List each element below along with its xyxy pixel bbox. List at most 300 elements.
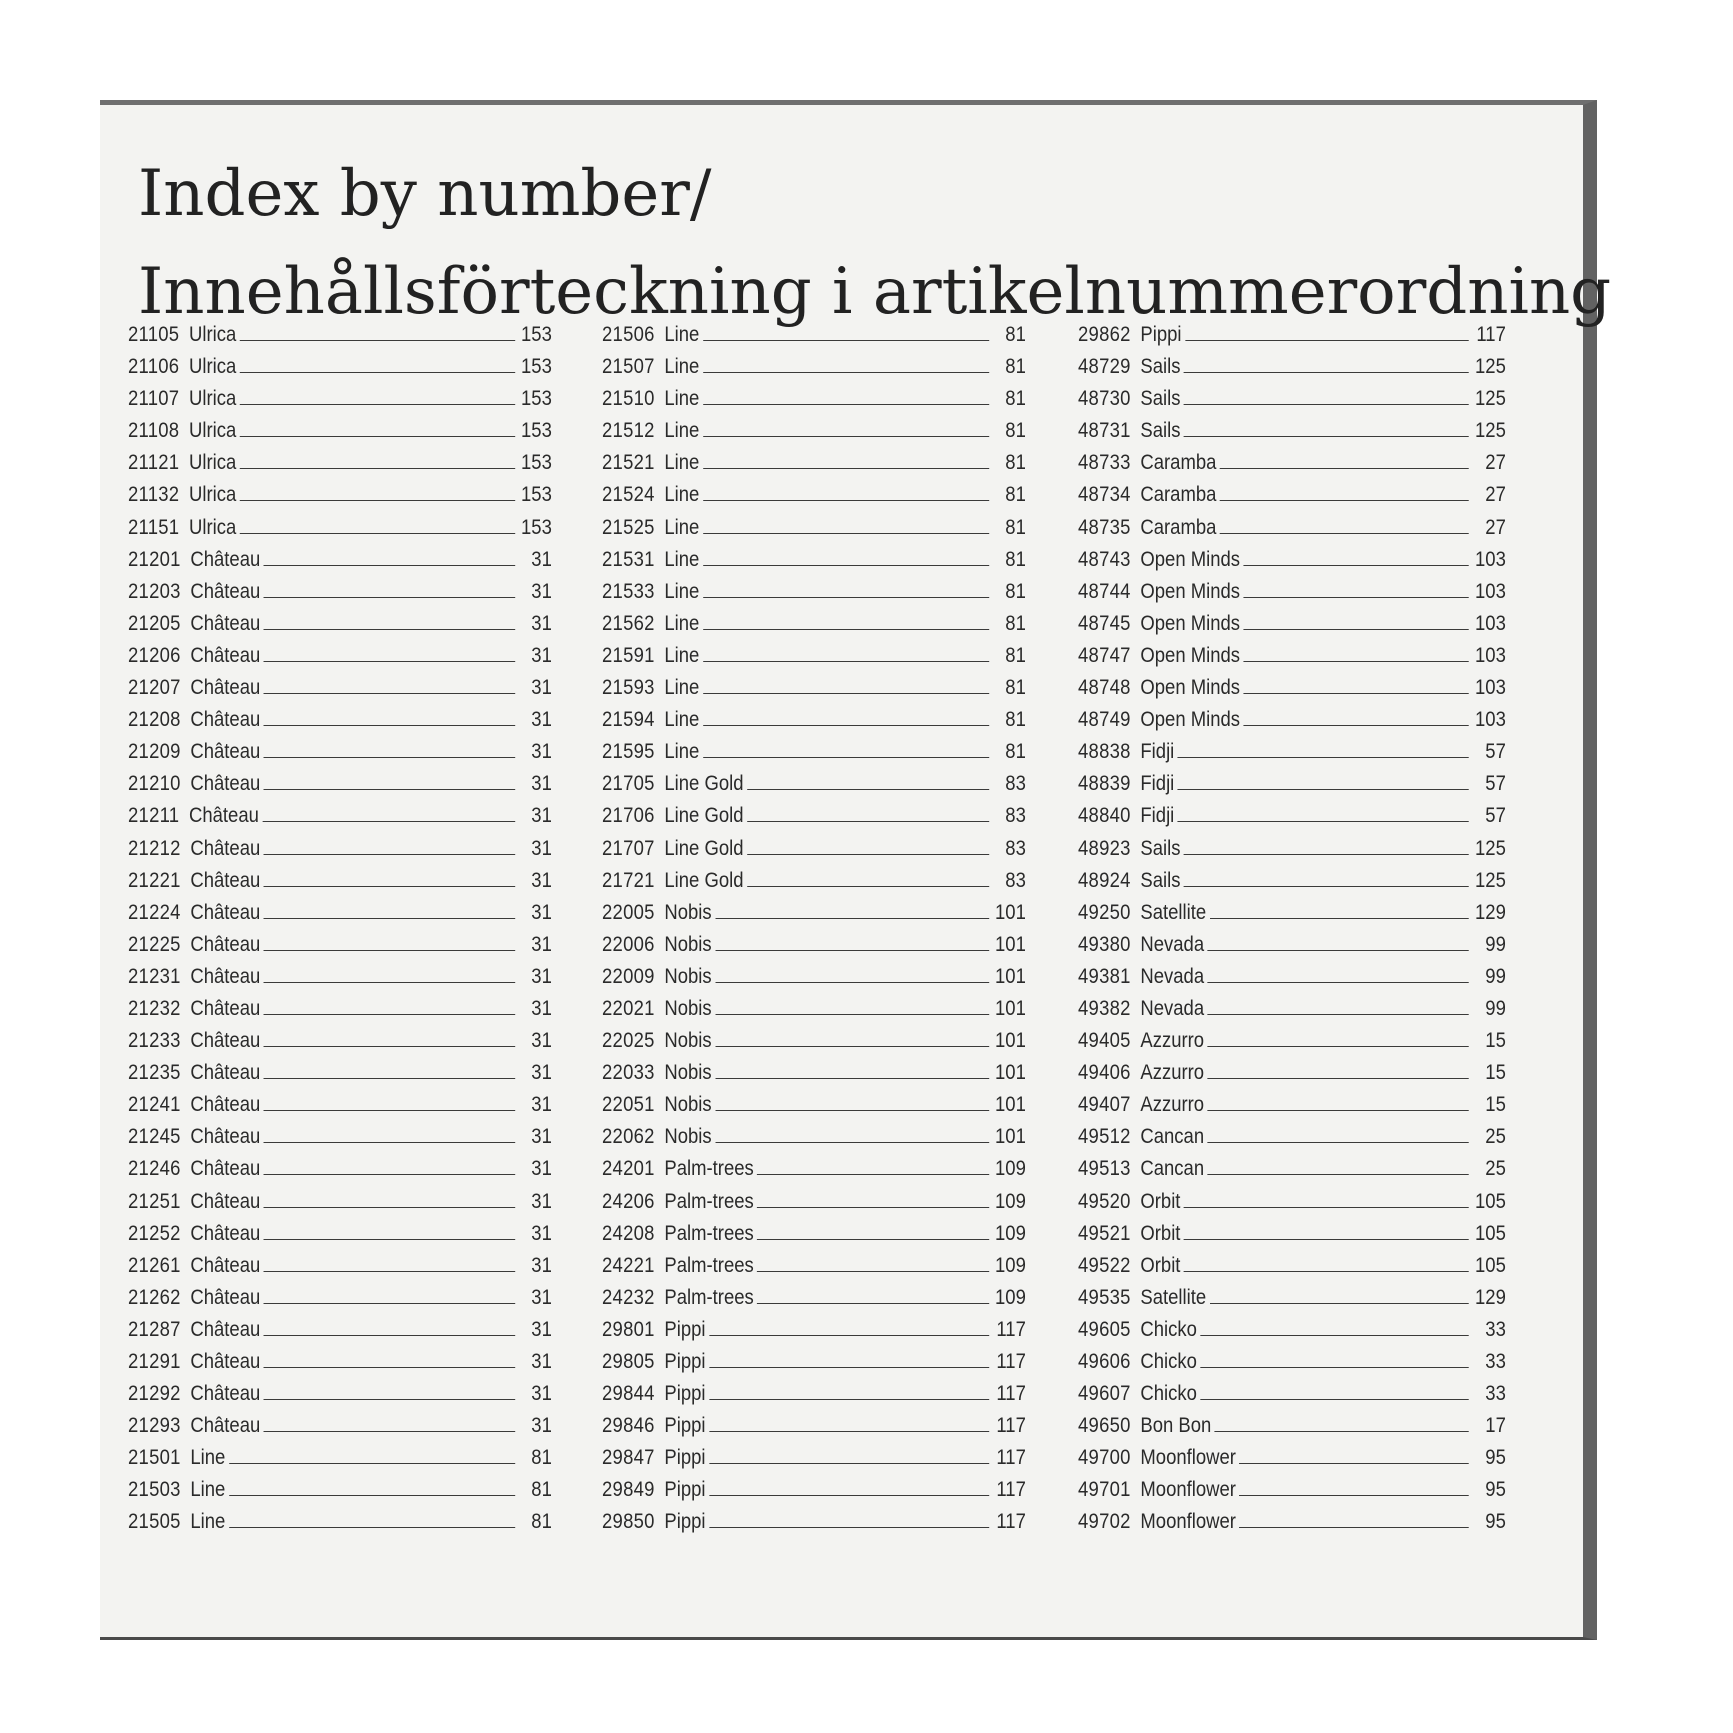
pattern-name: Château [190, 1317, 261, 1341]
leader-line [703, 519, 989, 534]
index-entry [602, 997, 1026, 1029]
index-entry [602, 451, 1026, 483]
index-entry [602, 1478, 1026, 1510]
index-entry [602, 933, 1026, 965]
article-number: 21595 [602, 740, 655, 764]
pattern-name: Open Minds [1140, 708, 1241, 732]
page-number: 81 [531, 1510, 552, 1534]
page-number: 109 [995, 1285, 1026, 1309]
leader-line [1244, 551, 1469, 566]
index-entry [128, 740, 552, 772]
leader-line [757, 1193, 989, 1208]
pattern-name: Line [664, 579, 700, 603]
index-entry [128, 676, 552, 708]
leader-line [264, 1289, 515, 1304]
article-number: 21507 [602, 355, 655, 379]
pattern-name: Nevada [1140, 996, 1205, 1020]
article-number: 49535 [1078, 1285, 1131, 1309]
article-number: 21231 [128, 964, 181, 988]
pattern-name: Line [664, 451, 700, 475]
index-column-2 [602, 323, 1026, 1543]
pattern-name: Palm-trees [664, 1221, 754, 1245]
leader-line [264, 679, 515, 694]
leader-line [757, 1289, 989, 1304]
page-number: 101 [995, 996, 1026, 1020]
article-number: 21594 [602, 708, 655, 732]
page-number: 101 [995, 1125, 1026, 1149]
page-number: 153 [521, 451, 552, 475]
index-entry [1078, 772, 1506, 804]
article-number: 21132 [128, 483, 180, 507]
page-number: 27 [1485, 515, 1506, 539]
page-number: 103 [1475, 643, 1506, 667]
article-number: 21105 [128, 323, 180, 346]
pattern-name: Moonflower [1140, 1510, 1236, 1534]
leader-line [240, 390, 515, 405]
article-number: 21593 [602, 676, 655, 700]
index-entry [1078, 869, 1506, 901]
page-number: 33 [1485, 1350, 1506, 1373]
article-number: 22051 [602, 1093, 655, 1117]
pattern-name: Pippi [664, 1350, 706, 1373]
pattern-name: Line [664, 643, 700, 667]
article-number: 21512 [602, 419, 655, 443]
index-entry [128, 1222, 552, 1254]
index-entry [1078, 965, 1506, 997]
article-number: 49380 [1078, 932, 1131, 956]
leader-line [1178, 807, 1469, 822]
leader-line [757, 1257, 989, 1272]
pattern-name: Ulrica [189, 323, 237, 346]
leader-line [240, 519, 515, 534]
page-number: 31 [531, 964, 552, 988]
page-number: 81 [1005, 643, 1026, 667]
pattern-name: Line [664, 547, 700, 571]
pattern-name: Château [190, 1029, 261, 1053]
leader-line [1239, 1449, 1468, 1464]
pattern-name: Line [190, 1478, 226, 1502]
article-number: 22006 [602, 932, 655, 956]
article-number: 21211 [128, 804, 180, 828]
index-entry [128, 1446, 552, 1478]
article-number: 21206 [128, 643, 181, 667]
index-entry [602, 1446, 1026, 1478]
article-number: 48838 [1078, 740, 1131, 764]
leader-line [709, 1449, 989, 1464]
page-number: 81 [1005, 708, 1026, 732]
pattern-name: Pippi [1140, 323, 1182, 346]
index-entry [128, 965, 552, 997]
article-number: 48747 [1078, 643, 1131, 667]
leader-line [1184, 1193, 1469, 1208]
pattern-name: Château [190, 740, 261, 764]
article-number: 49606 [1078, 1350, 1131, 1373]
page-number: 33 [1485, 1317, 1506, 1341]
pattern-name: Nevada [1140, 964, 1205, 988]
index-entry [128, 1350, 552, 1382]
page-number: 103 [1475, 611, 1506, 635]
article-number: 21506 [602, 323, 655, 346]
leader-line [1184, 390, 1469, 405]
page-number: 31 [531, 1317, 552, 1341]
leader-line [1208, 968, 1469, 983]
index-entry [1078, 387, 1506, 419]
page-number: 153 [521, 483, 552, 507]
index-entry [1078, 676, 1506, 708]
article-number: 48748 [1078, 676, 1131, 700]
page-number: 83 [1005, 836, 1026, 860]
page-number: 117 [996, 1478, 1026, 1502]
leader-line [703, 647, 989, 662]
leader-line [1208, 1000, 1469, 1015]
article-number: 21107 [128, 387, 180, 411]
pattern-name: Open Minds [1140, 579, 1241, 603]
index-entry [602, 387, 1026, 419]
pattern-name: Château [190, 611, 261, 635]
article-number: 21203 [128, 579, 181, 603]
pattern-name: Château [190, 964, 261, 988]
index-entry [128, 804, 552, 836]
page-number: 31 [531, 547, 552, 571]
pattern-name: Line Gold [664, 804, 744, 828]
index-entry [128, 580, 552, 612]
pattern-name: Line Gold [664, 772, 744, 796]
page-number: 57 [1485, 804, 1506, 828]
leader-line [715, 1032, 989, 1047]
index-entry [602, 869, 1026, 901]
index-entry [602, 1510, 1026, 1542]
leader-line [264, 1257, 515, 1272]
page-number: 117 [996, 1414, 1026, 1438]
leader-line [262, 807, 514, 822]
pattern-name: Château [190, 868, 261, 892]
article-number: 48749 [1078, 708, 1131, 732]
page-number: 57 [1485, 772, 1506, 796]
article-number: 49407 [1078, 1093, 1131, 1117]
index-entry [602, 1254, 1026, 1286]
pattern-name: Pippi [664, 1414, 706, 1438]
index-entry [1078, 708, 1506, 740]
article-number: 48839 [1078, 772, 1131, 796]
page-number: 125 [1475, 419, 1506, 443]
article-number: 22025 [602, 1029, 655, 1053]
pattern-name: Pippi [664, 1317, 706, 1341]
article-number: 21212 [128, 836, 181, 860]
page-number: 117 [996, 1510, 1026, 1534]
pattern-name: Satellite [1140, 900, 1207, 924]
page-number: 15 [1485, 1029, 1506, 1053]
index-entry [1078, 1125, 1506, 1157]
pattern-name: Sails [1140, 419, 1181, 443]
page-number: 81 [1005, 387, 1026, 411]
pattern-name: Line [664, 708, 700, 732]
article-number: 49701 [1078, 1478, 1131, 1502]
index-entry [128, 933, 552, 965]
page-number: 117 [996, 1382, 1026, 1406]
index-entry [602, 708, 1026, 740]
index-entry [1078, 1286, 1506, 1318]
article-number: 22021 [602, 996, 655, 1020]
page-number: 57 [1485, 740, 1506, 764]
leader-line [709, 1513, 989, 1528]
page-number: 101 [995, 964, 1026, 988]
article-number: 21505 [128, 1510, 181, 1534]
index-entry [602, 516, 1026, 548]
index-entry [602, 740, 1026, 772]
pattern-name: Line [664, 515, 700, 539]
index-entry [128, 772, 552, 804]
index-entry [128, 612, 552, 644]
pattern-name: Orbit [1140, 1253, 1181, 1277]
leader-line [264, 775, 515, 790]
index-entry [128, 708, 552, 740]
article-number: 49512 [1078, 1125, 1131, 1149]
article-number: 21721 [602, 868, 655, 892]
leader-line [1208, 1064, 1469, 1079]
index-entry [1078, 419, 1506, 451]
pattern-name: Line [664, 419, 700, 443]
index-entry [1078, 1382, 1506, 1414]
pattern-name: Ulrica [189, 419, 237, 443]
page-number: 33 [1485, 1382, 1506, 1406]
leader-line [1220, 486, 1469, 501]
index-entry [128, 901, 552, 933]
leader-line [747, 872, 989, 887]
article-number: 21121 [128, 451, 180, 475]
article-number: 24201 [602, 1157, 655, 1181]
leader-line [1184, 422, 1469, 437]
pattern-name: Line [664, 740, 700, 764]
page-number: 31 [531, 1189, 552, 1213]
pattern-name: Chicko [1140, 1382, 1197, 1406]
article-number: 48733 [1078, 451, 1131, 475]
leader-line [715, 1064, 989, 1079]
leader-line [703, 615, 989, 630]
article-number: 22062 [602, 1125, 655, 1149]
pattern-name: Château [190, 1382, 261, 1406]
page-number: 153 [521, 515, 552, 539]
index-entry [1078, 1061, 1506, 1093]
page-number: 31 [531, 1093, 552, 1117]
index-entry [1078, 323, 1506, 355]
leader-line [264, 1064, 515, 1079]
leader-line [264, 583, 515, 598]
article-number: 49520 [1078, 1189, 1131, 1213]
page-number: 83 [1005, 772, 1026, 796]
pattern-name: Château [190, 1061, 261, 1085]
article-number: 21707 [602, 836, 655, 860]
leader-line [715, 968, 989, 983]
leader-line [264, 1385, 515, 1400]
index-entry [128, 644, 552, 676]
page-number: 105 [1475, 1221, 1506, 1245]
leader-line [264, 1353, 515, 1368]
page-number: 117 [996, 1350, 1026, 1373]
leader-line [715, 904, 989, 919]
page-number: 81 [1005, 611, 1026, 635]
page-number: 81 [1005, 451, 1026, 475]
index-entry [602, 580, 1026, 612]
title-line-2: Innehållsförteckning i artikelnummerordning [138, 255, 1612, 329]
article-number: 29862 [1078, 323, 1131, 346]
pattern-name: Line [664, 611, 700, 635]
index-entry [128, 355, 552, 387]
page-number: 31 [531, 1253, 552, 1277]
index-entry [602, 355, 1026, 387]
article-number: 21252 [128, 1221, 181, 1245]
leader-line [264, 1160, 515, 1175]
page-number: 27 [1485, 483, 1506, 507]
pattern-name: Château [190, 1253, 261, 1277]
page-number: 31 [531, 708, 552, 732]
pattern-name: Line Gold [664, 868, 744, 892]
index-entry [1078, 837, 1506, 869]
page-number: 103 [1475, 676, 1506, 700]
page-number: 31 [531, 643, 552, 667]
index-entry [1078, 644, 1506, 676]
leader-line [1184, 358, 1469, 373]
pattern-name: Nobis [664, 964, 712, 988]
article-number: 48924 [1078, 868, 1131, 892]
leader-line [1178, 743, 1469, 758]
index-entry [1078, 451, 1506, 483]
leader-line [1244, 711, 1469, 726]
leader-line [1184, 1257, 1469, 1272]
page-number: 105 [1475, 1253, 1506, 1277]
page-number: 101 [995, 1093, 1026, 1117]
pattern-name: Pippi [664, 1382, 706, 1406]
article-number: 22009 [602, 964, 655, 988]
leader-line [1239, 1481, 1468, 1496]
article-number: 21562 [602, 611, 655, 635]
page-number: 125 [1475, 868, 1506, 892]
index-entry [1078, 933, 1506, 965]
index-entry [1078, 1254, 1506, 1286]
index-entry [1078, 355, 1506, 387]
page-number: 81 [531, 1478, 552, 1502]
index-entry [1078, 1350, 1506, 1382]
pattern-name: Pippi [664, 1510, 706, 1534]
leader-line [757, 1225, 989, 1240]
page-number: 101 [995, 932, 1026, 956]
leader-line [1220, 519, 1469, 534]
pattern-name: Moonflower [1140, 1446, 1236, 1470]
pattern-name: Nobis [664, 1125, 712, 1149]
article-number: 22033 [602, 1061, 655, 1085]
page-number: 153 [521, 419, 552, 443]
index-entry [128, 323, 552, 355]
index-entry [128, 1414, 552, 1446]
pattern-name: Open Minds [1140, 547, 1241, 571]
pattern-name: Caramba [1140, 451, 1217, 475]
article-number: 21233 [128, 1029, 181, 1053]
leader-line [715, 1000, 989, 1015]
leader-line [703, 422, 989, 437]
leader-line [1244, 679, 1469, 694]
pattern-name: Nevada [1140, 932, 1205, 956]
pattern-name: Fidji [1140, 804, 1175, 828]
leader-line [264, 1096, 515, 1111]
pattern-name: Caramba [1140, 515, 1217, 539]
index-entry [128, 516, 552, 548]
article-number: 29849 [602, 1478, 655, 1502]
page-number: 15 [1485, 1093, 1506, 1117]
article-number: 21291 [128, 1350, 181, 1373]
article-number: 49605 [1078, 1317, 1131, 1341]
article-number: 29805 [602, 1350, 655, 1373]
page-number: 125 [1475, 387, 1506, 411]
pattern-name: Ulrica [189, 483, 237, 507]
pattern-name: Nobis [664, 1093, 712, 1117]
index-entry [1078, 740, 1506, 772]
leader-line [709, 1481, 989, 1496]
page-number: 109 [995, 1221, 1026, 1245]
page-number: 81 [1005, 323, 1026, 346]
leader-line [747, 775, 989, 790]
pattern-name: Château [190, 996, 261, 1020]
page-number: 101 [995, 900, 1026, 924]
index-column-1 [128, 323, 552, 1543]
page-number: 31 [531, 1125, 552, 1149]
index-entry [128, 1157, 552, 1189]
article-number: 48744 [1078, 579, 1131, 603]
leader-line [264, 1000, 515, 1015]
article-number: 24206 [602, 1189, 655, 1213]
pattern-name: Château [190, 1414, 261, 1438]
page-number: 99 [1485, 932, 1506, 956]
pattern-name: Pippi [664, 1446, 706, 1470]
page-number: 17 [1485, 1414, 1506, 1438]
pattern-name: Fidji [1140, 772, 1175, 796]
page-number: 31 [531, 932, 552, 956]
page-number: 27 [1485, 451, 1506, 475]
article-number: 21501 [128, 1446, 181, 1470]
pattern-name: Cancan [1140, 1125, 1205, 1149]
pattern-name: Line [190, 1510, 226, 1534]
index-entry [128, 1254, 552, 1286]
page-number: 109 [995, 1253, 1026, 1277]
leader-line [1178, 775, 1469, 790]
page-number: 95 [1485, 1510, 1506, 1534]
leader-line [703, 679, 989, 694]
leader-line [264, 904, 515, 919]
article-number: 21524 [602, 483, 655, 507]
index-entry [602, 612, 1026, 644]
index-entry [1078, 997, 1506, 1029]
index-entry [1078, 516, 1506, 548]
index-entry [602, 1061, 1026, 1093]
page-number: 105 [1475, 1189, 1506, 1213]
leader-line [240, 454, 515, 469]
pattern-name: Chicko [1140, 1317, 1197, 1341]
index-entry [128, 997, 552, 1029]
pattern-name: Bon Bon [1140, 1414, 1212, 1438]
index-entry [128, 1286, 552, 1318]
leader-line [1200, 1321, 1468, 1336]
pattern-name: Palm-trees [664, 1253, 754, 1277]
pattern-name: Ulrica [189, 387, 237, 411]
article-number: 29844 [602, 1382, 655, 1406]
index-entry [1078, 580, 1506, 612]
page-number: 31 [531, 1029, 552, 1053]
leader-line [240, 326, 515, 341]
leader-line [264, 743, 515, 758]
pattern-name: Château [190, 547, 261, 571]
leader-line [264, 615, 515, 630]
article-number: 21287 [128, 1317, 181, 1341]
pattern-name: Château [190, 836, 261, 860]
pattern-name: Sails [1140, 868, 1181, 892]
